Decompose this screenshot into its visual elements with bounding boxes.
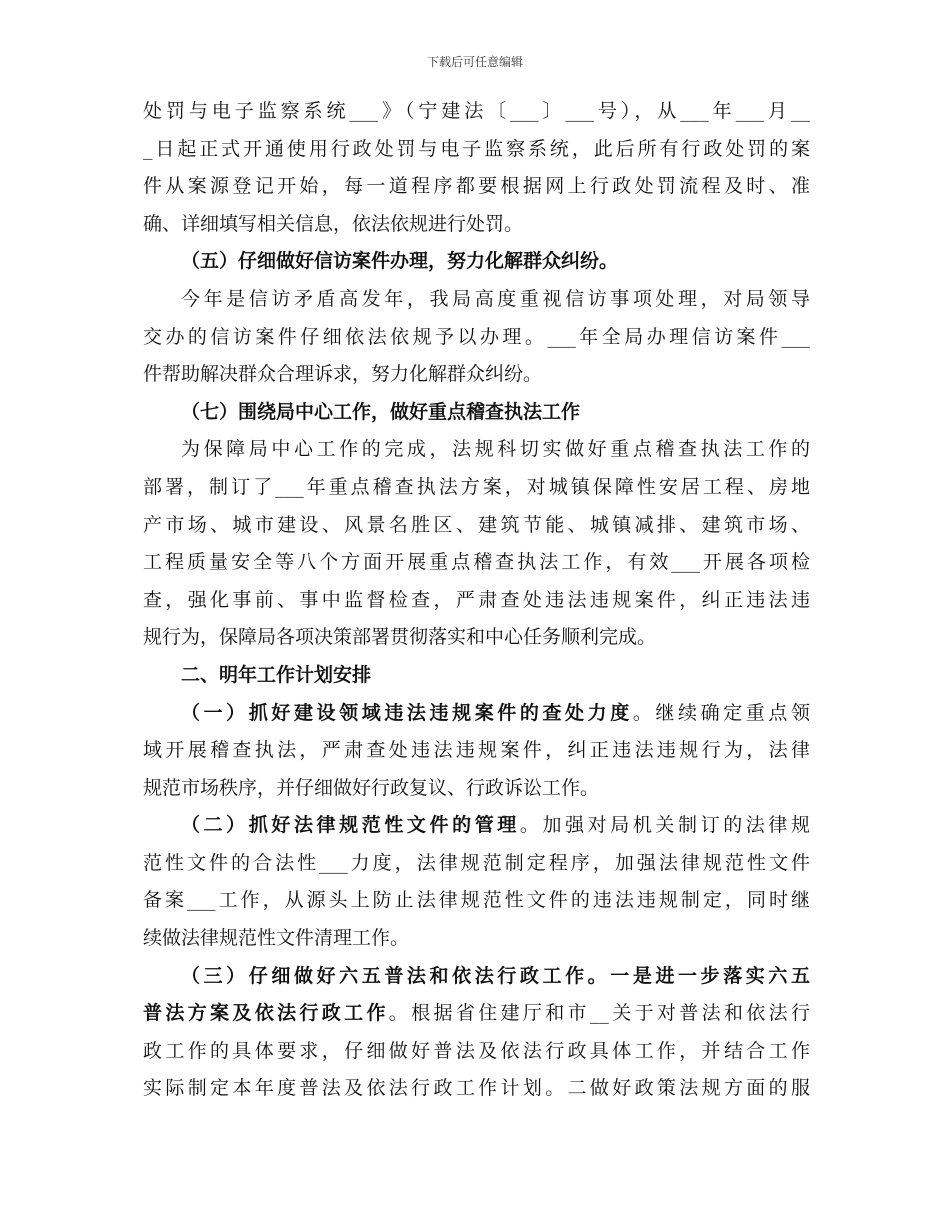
text-segment: 查，强化事前、事中监督检查，严肃查处违法违规案件，纠正违法违 [143, 588, 810, 611]
text-line [143, 807, 810, 845]
bold-text-segment: （一）抓好建设领域违法违规案件的查处力度 [181, 701, 633, 724]
bold-text-segment: （二）抓好法律规范性文件的管理 [181, 814, 520, 837]
text-segment: 部署，制订了___年重点稽查执法方案，对城镇保障性安居工程、房地 [143, 475, 810, 498]
text-segment: 产市场、城市建设、风景名胜区、建筑节能、城镇减排、建筑市场、 [143, 513, 810, 536]
text-segment: 政工作的具体要求，仔细做好普法及依法行政具体工作，并结合工作 [143, 1039, 810, 1062]
text-segment: 范性文件的合法性___力度，法律规范制定程序，加强法律规范性文件 [143, 851, 810, 874]
text-segment: 备案___工作，从源头上防止法律规范性文件的违法违规制定，同时继 [143, 889, 810, 912]
document-body [143, 93, 810, 1108]
text-line [143, 657, 810, 695]
text-segment: 。继续确定重点领 [632, 701, 810, 724]
text-segment: 交办的信访案件仔细依法依规予以办理。___年全局办理信访案件___ [143, 325, 810, 348]
text-line [143, 469, 810, 507]
text-line [143, 882, 810, 920]
bold-text-segment: （三）仔细做好六五普法和依法行政工作。一是进一步落实六五 [181, 964, 810, 987]
text-line [143, 394, 810, 432]
text-line [143, 544, 810, 582]
text-line [143, 507, 810, 545]
text-segment: 规行为，保障局各项决策部署贯彻落实和中心任务顺利完成。 [143, 626, 657, 649]
bold-text-segment: 二、明年工作计划安排 [181, 663, 372, 686]
text-line [143, 356, 810, 394]
text-line [143, 168, 810, 206]
bold-text-segment: （七）围绕局中心工作，做好重点稽查执法工作 [181, 400, 581, 423]
text-line [143, 958, 810, 996]
text-line [143, 695, 810, 733]
text-line [143, 1070, 810, 1108]
text-line [143, 582, 810, 620]
text-line [143, 131, 810, 169]
text-line [143, 770, 810, 808]
text-segment: _日起正式开通使用行政处罚与电子监察系统，此后所有行政处罚的案 [143, 137, 810, 160]
text-segment: 。根据省住建厅和市__关于对普法和依法行 [388, 1002, 810, 1025]
text-line [143, 281, 810, 319]
text-segment: 。加强对局机关制订的法律规 [519, 814, 810, 837]
text-line [143, 1033, 810, 1071]
text-segment: 处罚与电子监察系统___》（宁建法〔___〕___号），从___年___月__ [143, 100, 810, 122]
text-segment: 确、详细填写相关信息，依法依规进行处罚。 [143, 212, 524, 235]
text-segment: 续做法律规范性文件清理工作。 [143, 927, 410, 950]
text-segment: 实际制定本年度普法及依法行政工作计划。二做好政策法规方面的服 [143, 1077, 810, 1100]
text-segment: 工程质量安全等八个方面开展重点稽查执法工作，有效___开展各项检 [143, 551, 810, 574]
text-line [143, 206, 810, 244]
text-segment: 件帮助解决群众合理诉求，努力化解群众纠纷。 [143, 363, 543, 386]
text-line [143, 732, 810, 770]
text-segment: 今年是信访矛盾高发年，我局高度重视信访事项处理，对局领导 [181, 287, 810, 310]
bold-text-segment: 普法方案及依法行政工作 [143, 1002, 389, 1025]
text-line [143, 243, 810, 281]
page-header: 下载后可任意编辑 [426, 55, 523, 69]
text-line [143, 920, 810, 958]
text-segment: 域开展稽查执法，严肃查处违法违规案件，纠正违法违规行为，法律 [143, 739, 810, 762]
text-line [143, 93, 810, 131]
text-segment: 为保障局中心工作的完成，法规科切实做好重点稽查执法工作的 [181, 438, 810, 461]
text-line [143, 845, 810, 883]
text-segment: 规范市场秩序，并仔细做好行政复议、行政诉讼工作。 [143, 776, 600, 799]
text-line [143, 995, 810, 1033]
text-segment: 件从案源登记开始，每一道程序都要根据网上行政处罚流程及时、准 [143, 175, 810, 198]
text-line [143, 619, 810, 657]
text-line [143, 431, 810, 469]
bold-text-segment: （五）仔细做好信访案件办理，努力化解群众纠纷。 [181, 250, 619, 273]
text-line [143, 319, 810, 357]
